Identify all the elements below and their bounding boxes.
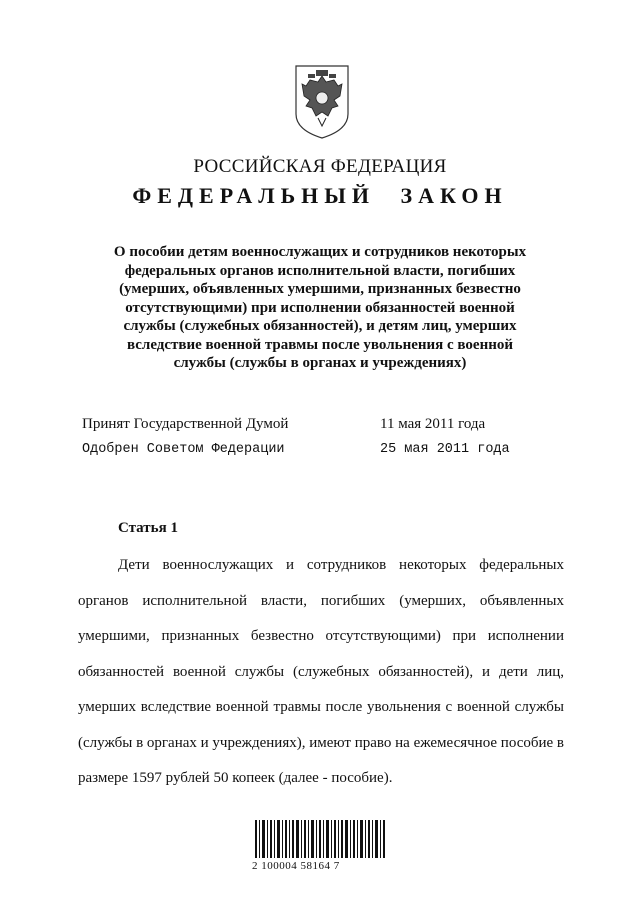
barcode-icon (255, 820, 385, 858)
law-title: О пособии детям военнослужащих и сотрудников некоторых федеральных органов исполнительной власти, погибших (умерших, объявленных умершими, признанных безвестно отсутствующими) при исполнении обязанностей военной службы (служебных обязанностей), и детям лиц, умерших вследствие военной травмы после увольнения с военной службы (службы в органах и учреждениях) (113, 244, 527, 371)
adoption-date: 25 мая 2011 года (380, 442, 510, 457)
adoption-date: 11 мая 2011 года (380, 416, 486, 432)
law-type-heading: ФЕДЕРАЛЬНЫЙ ЗАКОН (132, 183, 508, 208)
adoption-label: Принят Государственной Думой (82, 416, 289, 432)
country-name: РОССИЙСКАЯ ФЕДЕРАЦИЯ (193, 156, 447, 177)
adoption-label: Одобрен Советом Федерации (82, 442, 285, 457)
article-body: Дети военнослужащих и сотрудников некоторых федеральных органов исполнительной власти, погибших (умерших, объявленных умершими, признанных безвестно отсутствующими) при исполнении обязанностей военной службы (служебных обязанностей), и дети лиц, умерших вследствие военной травмы после увольнения с военной службы (службы в органах и учреждениях), имеют право на ежемесячное пособие в размере 1597 рублей 50 копеек (далее - пособие). (78, 557, 564, 786)
article-heading: Статья 1 (118, 520, 178, 536)
coat-of-arms-icon (290, 62, 354, 140)
barcode-number: 2 100004 58164 7 (252, 860, 340, 872)
